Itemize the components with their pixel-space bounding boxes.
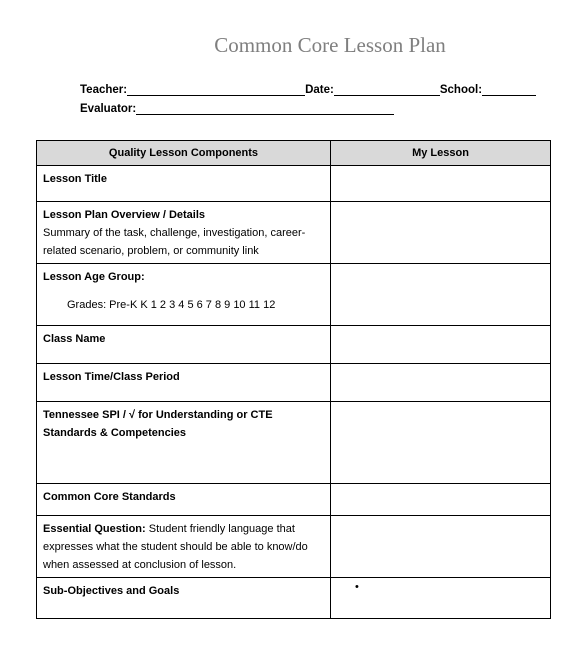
- row-label-cell: [37, 364, 331, 402]
- common-core-label: Common Core Standards: [43, 491, 176, 503]
- evaluator-row: [80, 102, 394, 115]
- row-label-cell: [37, 578, 331, 619]
- table-row: [37, 578, 551, 619]
- my-lesson-cell[interactable]: [331, 264, 551, 326]
- table-row: [37, 166, 551, 202]
- table-row: [37, 402, 551, 484]
- column-header-my-lesson: My Lesson: [331, 141, 551, 166]
- page-title: Common Core Lesson Plan: [214, 33, 446, 57]
- age-group-label: Lesson Age Group:: [43, 271, 145, 283]
- header-fields-row: [80, 83, 536, 96]
- class-name-label: Class Name: [43, 333, 106, 345]
- overview-label: Lesson Plan Overview / Details: [43, 209, 206, 221]
- school-label: School:: [439, 84, 483, 96]
- overview-description: Summary of the task, challenge, investigation, career-related scenario, problem, or community link: [43, 227, 306, 257]
- table-row: [37, 202, 551, 264]
- lesson-table: [36, 140, 551, 619]
- my-lesson-cell[interactable]: [331, 326, 551, 364]
- my-lesson-cell[interactable]: [331, 202, 551, 264]
- my-lesson-cell[interactable]: [331, 484, 551, 516]
- evaluator-field[interactable]: [136, 102, 394, 115]
- table-row: [37, 326, 551, 364]
- row-label-cell: [37, 202, 331, 264]
- column-header-components: Quality Lesson Components: [37, 141, 331, 166]
- table-header-row: [37, 141, 551, 166]
- grades-text: Grades: Pre-K K 1 2 3 4 5 6 7 8 9 10 11 12: [67, 299, 276, 311]
- teacher-field[interactable]: [127, 83, 305, 96]
- row-label-cell: [37, 516, 331, 578]
- row-label-cell: [37, 402, 331, 484]
- row-label-cell: [37, 484, 331, 516]
- my-lesson-cell[interactable]: [331, 402, 551, 484]
- table-row: [37, 264, 551, 326]
- bullet-point: •: [355, 581, 359, 593]
- evaluator-label: Evaluator:: [80, 103, 137, 115]
- row-label-cell: [37, 264, 331, 326]
- date-label: Date:: [305, 84, 334, 96]
- table-row: [37, 516, 551, 578]
- date-field[interactable]: [334, 83, 440, 96]
- my-lesson-cell[interactable]: [331, 516, 551, 578]
- teacher-label: Teacher:: [80, 84, 128, 96]
- row-label-cell: [37, 166, 331, 202]
- row-label-cell: [37, 326, 331, 364]
- sub-objectives-label: Sub-Objectives and Goals: [43, 585, 180, 597]
- my-lesson-cell[interactable]: [331, 578, 551, 619]
- my-lesson-cell[interactable]: [331, 166, 551, 202]
- table-row: [37, 364, 551, 402]
- lesson-title-label: Lesson Title: [43, 173, 107, 185]
- essential-question-description: Student friendly language that expresses what the student should be able to know/do when assessed at conclusion of lesson.: [43, 523, 308, 571]
- tennessee-standards-label: Tennessee SPI / √ for Understanding or CTE Standards & Competencies: [43, 409, 273, 439]
- lesson-time-label: Lesson Time/Class Period: [43, 371, 180, 383]
- table-row: [37, 484, 551, 516]
- essential-question-label: Essential Question:: [43, 523, 146, 535]
- school-field[interactable]: [482, 83, 536, 96]
- my-lesson-cell[interactable]: [331, 364, 551, 402]
